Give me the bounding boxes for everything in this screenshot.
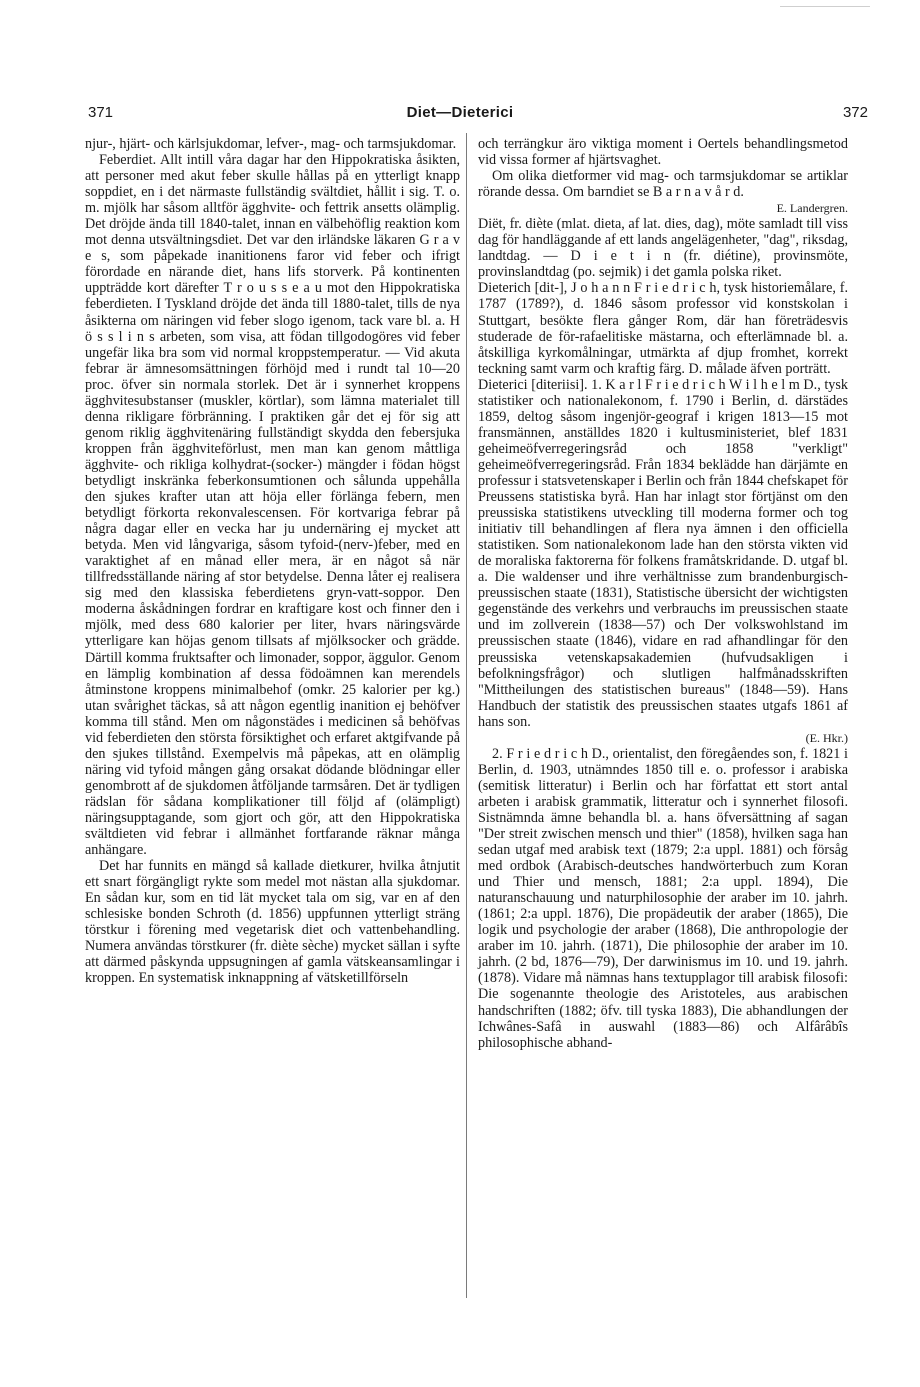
entry-diet: Diët, fr. diète (mlat. dieta, af lat. dies, dag), möte samladt till viss dag för handläggande af ett lands angelägenheter, "dag", riksdag, landtdag. — D i e t i n (fr. diétine), provinsmöte, provinslandtdag (po. sejmik) i det gamla polska riket. <box>478 216 848 281</box>
top-edge-line <box>780 6 870 7</box>
paragraph-feberdiet: Feberdiet. Allt intill våra dagar har den Hippokratiska åsikten, att personer med akut feber skulle hållas på en ytterligt knapp soppdiet, en i det närmaste fullständig svältdiet, hållit i sig. T. o. m. mjölk har såsom alltför ägghvite- och fettrik ansetts olämplig. Det dröjde ända till 1840-talet, innan en välbehöflig reaktion kom mot denna utsvältningsdiet. Det var den irländske läkaren G r a v e s, som påpekade inanitionens faror vid feber och ifrigt förordade en närande diet, hans lifs storverk. På kontinenten uppträdde kort därefter T r o u s s e a u mot den Hippokratiska feberdieten. I Tyskland dröjde det ända till 1880-talet, tills de nya åsikterna om näringen vid feber slogo igenom, tack vare bl. a. H ö s s l i n s arbeten, som visa, att födan tillgodogöres vid feber ungefär lika bra som vid normal kroppstemperatur. — Vid akuta febrar är ämnesomsättningen förhöjd med i rundt tal 10—20 proc. öfver sin normala storlek. Det är i synnerhet kroppens ägghvitesubstanser (muskler, körtlar), som lämna materialet till denna rikligare förbränning. I praktiken går det ej för sig att genom riklig ägghvitenäring fullständigt skydda den febersjuka kroppen från ägghviteförlust, men man kan genom måttliga ägghvite- och rikliga kolhydrat-(socker-) mängder i födan högst betydligt inskränka feberkonsumtionen och sålunda uppehålla den sjukes krafter utan att höja eller förlänga febern, men betydligt förkorta rekonvalescensen. För kortvariga febrar på några dagar eller en vecka har ju undernäring ej mycket att betyda. Men vid långvariga, såsom tyfoid-(nerv-)feber, med en varaktighet af en månad eller mera, är en något så när tillfredsställande näring af stor betydelse. Denna låter ej realisera sig med den klassiska feberdietens gryn-vatt-soppor. Den moderna åskådningen fordrar en kraftigare kost och finner den i mjölk, med dess 680 kalorier per liter, hvars näringsvärde ytterligare kan höjas genom tillsats af mjölksocker och grädde. Därtill komma fruktsafter och limonader, soppor, äggulor. Genom en lämplig kombination af dessa födoämnen kan merendels åtminstone kroppens minimalbehof (omkr. 25 kalorier per kg.) utan svårighet täckas, så att någon egentlig inanition ej behöfver komma till stånd. Men om någonstädes i medicinen så behöfvas vid feberdieten den största försiktighet och erfaret aktgifvande på den sjukes tillstånd. Exempelvis må påpekas, att en olämplig näring vid tyfoid mången gång orsakat dödande blödningar eller genombrott af de sjukdomen åtföljande tarmsåren. Det är tydligen rädslan för sådana komplikationer till följd af (olämpligt) näringsupptagande, som gjort och gör, att den Hippokratiska svältdieten vid febrar i allmänhet fortfarande räknar många anhängare. <box>85 152 460 859</box>
paragraph-dietkurer: Det har funnits en mängd så kallade dietkurer, hvilka åtnjutit ett snart förgängligt rykte som medel mot nästan alla sjukdomar. En sådan kur, som en tid lät mycket tala om sig, var en af den schlesiske bonden Schroth (d. 1856) uppfunnen ytterligt sträng törstkur i förening med vegetarisk diet och vattenbehandling. Numera användas törstkurer (fr. diète sèche) mycket sällan i syfte att därmed påskynda uppsugningen af gamla vätskeansamlingar i kroppen. En systematisk inknappning af vätsketillförseln <box>85 858 460 987</box>
right-column <box>478 136 848 1051</box>
page-number-left: 371 <box>88 104 114 121</box>
entry-friedrich: 2. F r i e d r i c h D., orientalist, den föregåendes son, f. 1821 i Berlin, d. 1903, utnämndes 1850 till e. o. professor i arabiska (semitisk litteratur) i Berlin och har författat ett stort antal arbeten i arabisk grammatik, litteratur och i synnerhet filosofi. Sistnämnda ämne behandla bl. a. hans öfversättning af sagan "Der streit zwischen mensch und thier" (1858), hvilken saga han sedan utgaf med arabisk text (1879; 2:a uppl. 1881) och försåg med ordbok (Arabisch-deutsches handwörterbuch zum Koran und Thier und mensch, 1881; 2:a uppl. 1894), Die naturanschauung und naturphilosophie der araber im 10. jahrh. (1861; 2:a uppl. 1876), Die propädeutik der araber (1865), Die logik und psychologie der araber (1868), Die anthropologie der araber im 10. jahrh. (1871), Die philosophie der araber im 10. jahrh. (2 bd, 1876—79), Der darwinismus im 10. und 19. jahrh. (1878). Vidare må nämnas hans textupplagor till arabisk filosofi: Die sogenannte theologie des Aristoteles, aus arabischen handschriften (1882; öfv. till tyska 1883), Die abhandlungen der Ichwânes-Safâ in auswahl (1883—86) och Alfârâbîs philosophische abhand- <box>478 745 848 1051</box>
column-divider <box>466 133 467 1298</box>
signature-landergren: E. Landergren. <box>776 201 848 216</box>
paragraph-terrangkur: och terrängkur äro viktiga moment i Oertels behandlingsmetod vid vissa former af hjärtsvaghet. <box>478 136 848 169</box>
signature-hkr: (E. Hkr.) <box>805 730 848 745</box>
entry-dieterich: Dieterich [dit-], J o h a n n F r i e d r i c h, tysk historiemålare, f. 1787 (1789?), d. 1846 såsom professor vid konstskolan i Stuttgart, besökte flera gånger Rom, där han företrädesvis studerade de för-rafaelitiske mästarna, och efterlämnade bl. a. åtskilliga kyrkomålningar, utmärkta af djup fromhet, korrekt teckning samt varm och kraftig färg. D. målade äfven porträtt. <box>478 280 848 377</box>
page-number-right: 372 <box>842 104 868 121</box>
running-title: Diet—Dieterici <box>406 104 514 121</box>
paragraph-njur: njur-, hjärt- och kärlsjukdomar, lefver-, mag- och tarmsjukdomar. <box>85 136 457 152</box>
paragraph-dietformer: Om olika dietformer vid mag- och tarmsjukdomar se artiklar rörande dessa. Om barndiet se B a r n a v å r d. <box>478 168 848 201</box>
entry-dieterici: Dieterici [diteriisi]. 1. K a r l F r i e d r i c h W i l h e l m D., tysk statistiker och nationalekonom, f. 1790 i Berlin, d. därstädes 1859, deltog såsom ingenjör-geograf i krigen 1813—15 mot fransmännen, anställdes 1820 i kultusministeriet, blef 1831 geheimeöfverregeringsråd och 1858 "verkligt" geheimeöfverregeringsråd. Från 1834 beklädde han därjämte en professur i statsvetenskaper i Berlin och från 1844 chefskapet för Preussens statistiska byrå. Han har inlagt stor förtjänst om den preussiska statistikens utveckling till moderna former och tog initiativ till behandlingen af flera nya ämnen i den officiella statistiken. Som nationalekonom lade han den största vikten vid de moraliska faktorerna för folkens framåtskridande. D. utgaf bl. a. Die waldenser und ihre verhältnisse zum brandenburgisch-preussischen staate (1831), Statistische übersicht der wichtigsten gegenstände des verkehrs und verbrauchs im preussischen staate und im zollverein (1838—57) och Der volkswohlstand im preussischen staate (1846), vidare en rad afhandlingar för den preussiska vetenskapsakademien (hufvudsakligen i befolkningsfrågor) och slutligen halfmånadsskriften "Mittheilungen des statistischen bureaus" (1848—59). Hans Handbuch der statistik des preussischen staates utgafs 1861 af hans son. <box>478 376 848 730</box>
left-column <box>85 136 460 986</box>
